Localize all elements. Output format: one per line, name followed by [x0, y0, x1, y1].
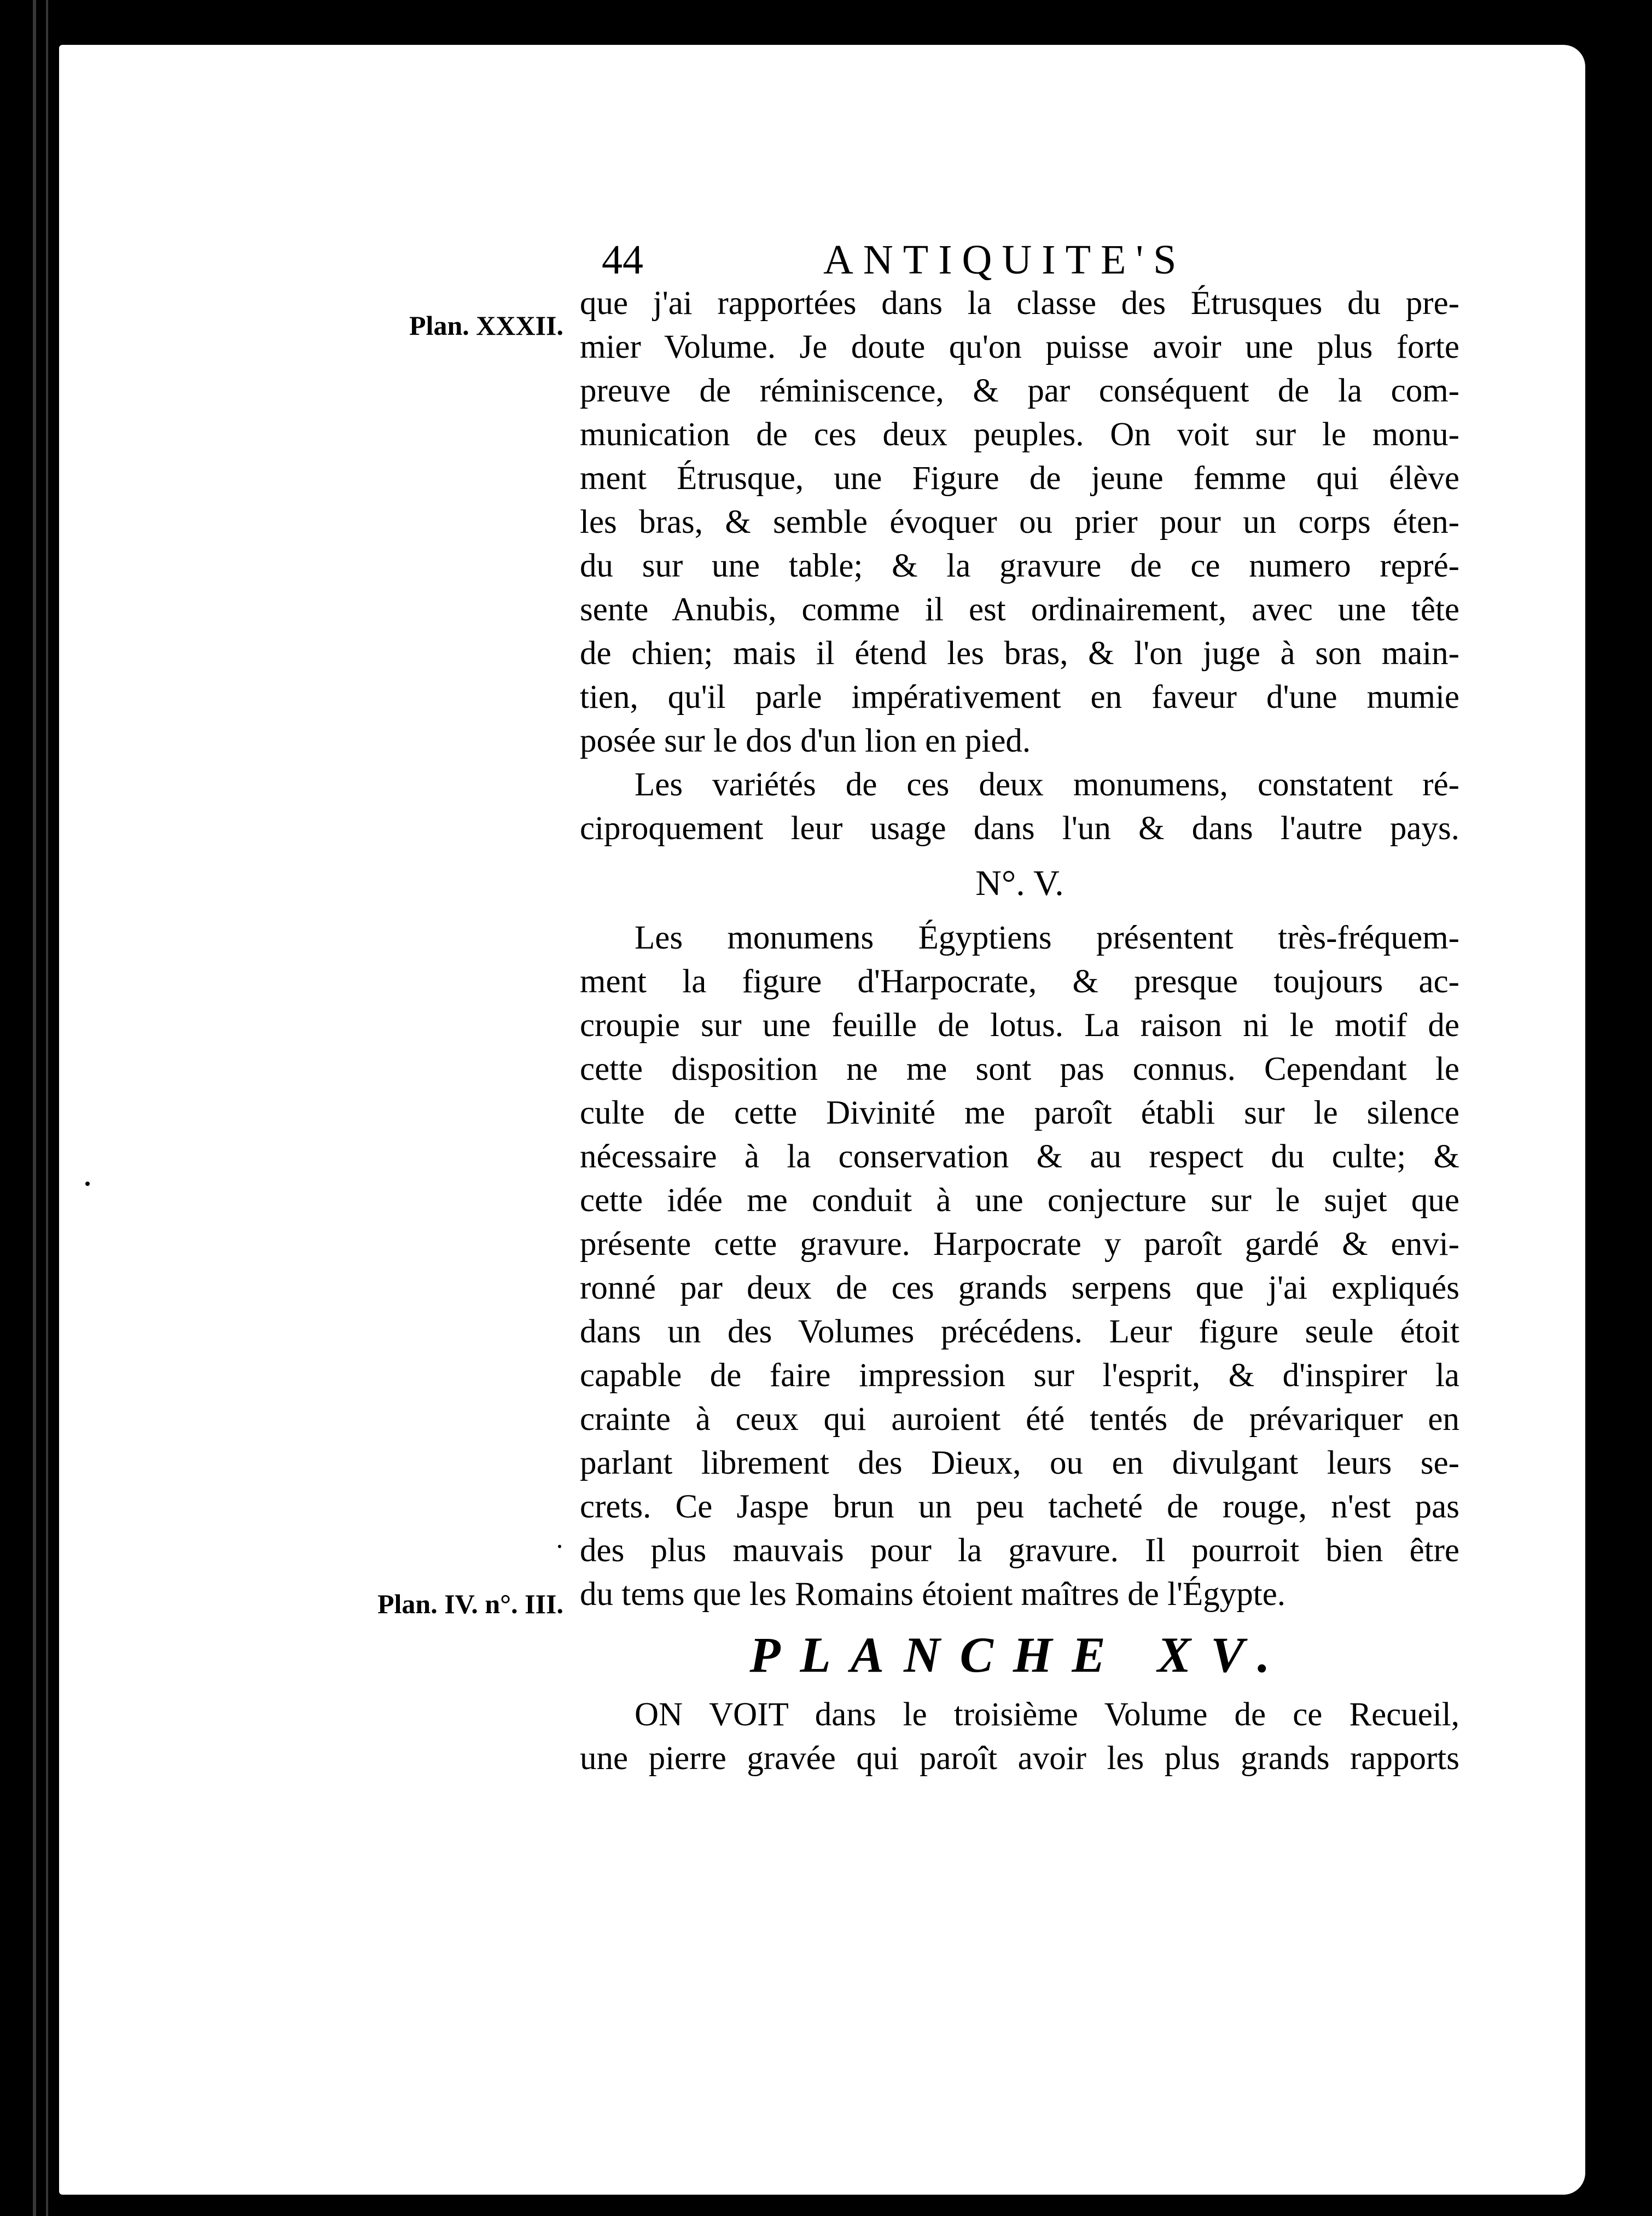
paragraph	[580, 282, 1459, 763]
scan-edge-streak	[33, 0, 36, 2216]
text-line: que j'ai rapportées dans la classe des Étrusques du pre-	[580, 285, 1459, 322]
text-line: tien, qu'il parle impérativement en faveur d'une mumie	[580, 679, 1459, 716]
page-number: 44	[602, 237, 643, 283]
text-line: posée sur le dos d'un lion en pied.	[580, 723, 1031, 759]
paragraph	[580, 1693, 1459, 1781]
text-line: crainte à ceux qui auroient été tentés de prévariquer en	[580, 1401, 1459, 1438]
section-heading: N°. V.	[975, 863, 1064, 903]
paragraph	[580, 763, 1459, 851]
text-line: du tems que les Romains étoient maîtres de l'Égypte.	[580, 1576, 1286, 1613]
text-line: croupie sur une feuille de lotus. La raison ni le motif de	[580, 1007, 1459, 1044]
text-line: de chien; mais il étend les bras, & l'on juge à son main-	[580, 635, 1459, 672]
text-line: du sur une table; & la gravure de ce numero repré-	[580, 548, 1459, 584]
text-line: ronné par deux de ces grands serpens que j'ai expliqués	[580, 1270, 1459, 1306]
body-text	[580, 282, 1459, 1781]
ink-speck	[558, 1545, 561, 1548]
running-title: ANTIQUITE'S	[823, 237, 1186, 283]
scan-edge-streak	[46, 0, 48, 2216]
text-line: dans un des Volumes précédens. Leur figure seule étoit	[580, 1313, 1459, 1350]
text-line: munication de ces deux peuples. On voit sur le monu-	[580, 416, 1459, 453]
ink-speck	[85, 1182, 90, 1186]
text-line: les bras, & semble évoquer ou prier pour un corps éten-	[580, 504, 1459, 540]
plate-heading: PLANCHE XV.	[749, 1627, 1290, 1683]
text-line: parlant librement des Dieux, ou en divulgant leurs se-	[580, 1445, 1459, 1481]
text-line: crets. Ce Jaspe brun un peu tacheté de rouge, n'est pas	[580, 1488, 1459, 1525]
text-line: des plus mauvais pour la gravure. Il pourroit bien être	[580, 1532, 1459, 1569]
text-line: nécessaire à la conservation & au respect du culte; &	[580, 1138, 1459, 1175]
text-line: cette disposition ne me sont pas connus. Cependant le	[580, 1051, 1459, 1087]
page-header	[602, 232, 1307, 287]
text-line: capable de faire impression sur l'esprit, & d'inspirer la	[580, 1357, 1459, 1394]
text-line: mier Volume. Je doute qu'on puisse avoir une plus forte	[580, 329, 1459, 365]
text-line: une pierre gravée qui paroît avoir les plus grands rapports	[580, 1740, 1459, 1777]
text-line: culte de cette Divinité me paroît établi sur le silence	[580, 1095, 1459, 1131]
text-line: preuve de réminiscence, & par conséquent de la com-	[580, 373, 1459, 409]
margin-note-plan-iv: Plan. IV. n°. III.	[377, 1589, 563, 1619]
text-line: ciproquement leur usage dans l'un & dans l'autre pays.	[580, 810, 1459, 847]
paragraph	[580, 916, 1459, 1616]
text-line: ON VOIT dans le troisième Volume de ce Recueil,	[635, 1696, 1459, 1733]
text-line: ment Étrusque, une Figure de jeune femme qui élève	[580, 460, 1459, 497]
text-line: sente Anubis, comme il est ordinairement, avec une tête	[580, 591, 1459, 628]
text-line: Les variétés de ces deux monumens, constatent ré-	[635, 766, 1459, 803]
text-line: présente cette gravure. Harpocrate y paroît gardé & envi-	[580, 1226, 1459, 1263]
text-line: cette idée me conduit à une conjecture sur le sujet que	[580, 1182, 1459, 1219]
margin-note-plan-xxxii: Plan. XXXII.	[409, 310, 563, 341]
text-line: Les monumens Égyptiens présentent très-fréquem-	[635, 920, 1459, 956]
text-line: ment la figure d'Harpocrate, & presque toujours ac-	[580, 963, 1459, 1000]
